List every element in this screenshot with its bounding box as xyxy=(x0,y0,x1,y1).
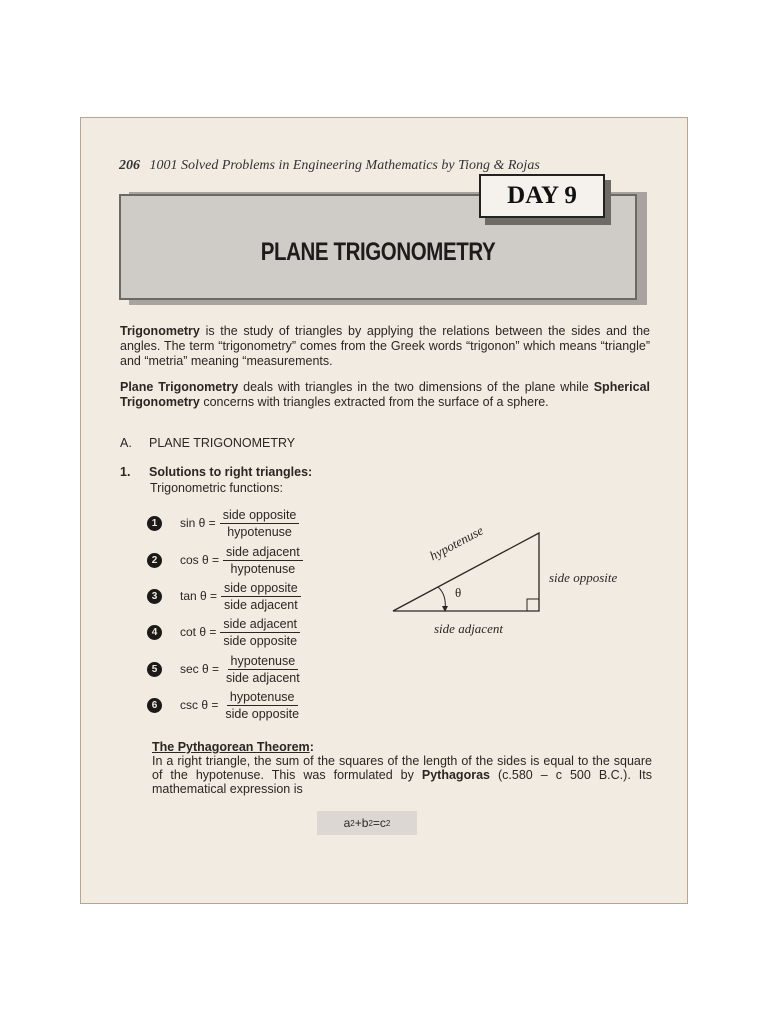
pythagorean-paragraph xyxy=(152,754,652,796)
function-row-cot xyxy=(147,615,300,649)
function-lhs: cos θ = xyxy=(180,553,220,567)
fraction xyxy=(220,508,300,539)
side-opposite-label: side opposite xyxy=(549,570,618,585)
formula-plus: + xyxy=(354,816,362,830)
pythagorean-body-end: (c.580 – c 500 B.C.). Its mathematical expression is xyxy=(152,768,653,796)
section-1-title: Solutions to right triangles: xyxy=(149,465,313,479)
function-lhs: cot θ = xyxy=(180,625,217,639)
formula-exp-c: 2 xyxy=(385,818,391,828)
formula-equals: = xyxy=(372,816,380,830)
denominator: side opposite xyxy=(225,706,300,721)
fraction xyxy=(223,654,303,685)
pythagorean-body-start: In a right triangle, the sum of the squares of the length of the sides is equal to the square of the hypotenuse. This was formulated by xyxy=(152,754,652,782)
numerator: hypotenuse xyxy=(228,654,299,670)
formula-a: a xyxy=(343,816,351,830)
intro-p2-end: concerns with triangles extracted from the surface of a sphere. xyxy=(199,395,549,409)
pythagorean-colon: : xyxy=(309,740,314,754)
numerator: side adjacent xyxy=(223,545,303,561)
pythagorean-formula xyxy=(317,811,417,835)
number-badge: 3 xyxy=(147,589,162,604)
term-trigonometry: Trigonometry xyxy=(120,324,200,338)
section-letter: A. xyxy=(120,436,132,450)
right-angle-marker xyxy=(527,599,539,611)
day-label: DAY 9 xyxy=(479,174,605,218)
intro-paragraph-1 xyxy=(120,324,650,369)
running-header xyxy=(119,158,540,174)
formula-exp-b: 2 xyxy=(368,818,373,828)
function-lhs: tan θ = xyxy=(180,589,218,603)
pythagorean-title: The Pythagorean Theorem xyxy=(152,740,310,754)
formula-c: c xyxy=(379,816,386,830)
number-badge: 5 xyxy=(147,662,162,677)
fraction xyxy=(222,690,302,721)
section-1-subtitle: Trigonometric functions: xyxy=(150,481,283,495)
fraction xyxy=(223,545,303,576)
running-title: 1001 Solved Problems in Engineering Mathematics by Tiong & Rojas xyxy=(149,158,540,173)
number-badge: 6 xyxy=(147,698,162,713)
number-badge: 1 xyxy=(147,516,162,531)
angle-label: θ xyxy=(455,585,462,600)
formula-b: b xyxy=(361,816,369,830)
numerator: side opposite xyxy=(221,581,301,597)
term-spherical-trig: Spherical Trigonometry xyxy=(120,380,650,409)
pythagoras-name: Pythagoras xyxy=(421,768,490,782)
denominator: side adjacent xyxy=(226,670,300,685)
function-lhs: csc θ = xyxy=(180,698,219,712)
intro-paragraph-2 xyxy=(120,380,650,410)
denominator: side adjacent xyxy=(224,597,298,612)
section-1-heading xyxy=(120,465,312,479)
numerator: side adjacent xyxy=(220,617,300,633)
numerator: side opposite xyxy=(220,508,300,524)
denominator: hypotenuse xyxy=(230,561,296,576)
intro-p2-mid: deals with triangles in the two dimensions of the plane while xyxy=(238,380,594,394)
fraction xyxy=(221,581,301,612)
page-number: 206 xyxy=(119,158,140,173)
hypotenuse-label: hypotenuse xyxy=(427,522,486,564)
side-adjacent-label: side adjacent xyxy=(434,621,503,636)
formula-exp-a: 2 xyxy=(350,818,355,828)
function-row-sin xyxy=(147,506,299,540)
function-lhs: sin θ = xyxy=(180,516,216,530)
numerator: hypotenuse xyxy=(227,690,298,706)
function-row-csc xyxy=(147,688,302,722)
function-row-sec xyxy=(147,652,303,686)
number-badge: 2 xyxy=(147,553,162,568)
pythagorean-heading xyxy=(152,740,314,754)
intro-p1-text: is the study of triangles by applying the relations between the sides and the angles. The term “trigonometry” comes from the Greek words “trigonon” which means “triangle” and “metria” meaning “measurements. xyxy=(120,324,650,368)
term-plane-trig: Plane Trigonometry xyxy=(120,380,239,394)
function-row-cos xyxy=(147,543,303,577)
section-number: 1. xyxy=(120,465,131,479)
book-page xyxy=(80,117,688,904)
number-badge: 4 xyxy=(147,625,162,640)
section-a-heading xyxy=(120,436,295,450)
function-row-tan xyxy=(147,579,301,613)
chapter-title: PLANE TRIGONOMETRY xyxy=(260,238,496,266)
fraction xyxy=(220,617,300,648)
section-a-title: PLANE TRIGONOMETRY xyxy=(149,436,296,450)
denominator: hypotenuse xyxy=(227,524,292,539)
denominator: side opposite xyxy=(223,633,298,648)
function-lhs: sec θ = xyxy=(180,662,220,676)
